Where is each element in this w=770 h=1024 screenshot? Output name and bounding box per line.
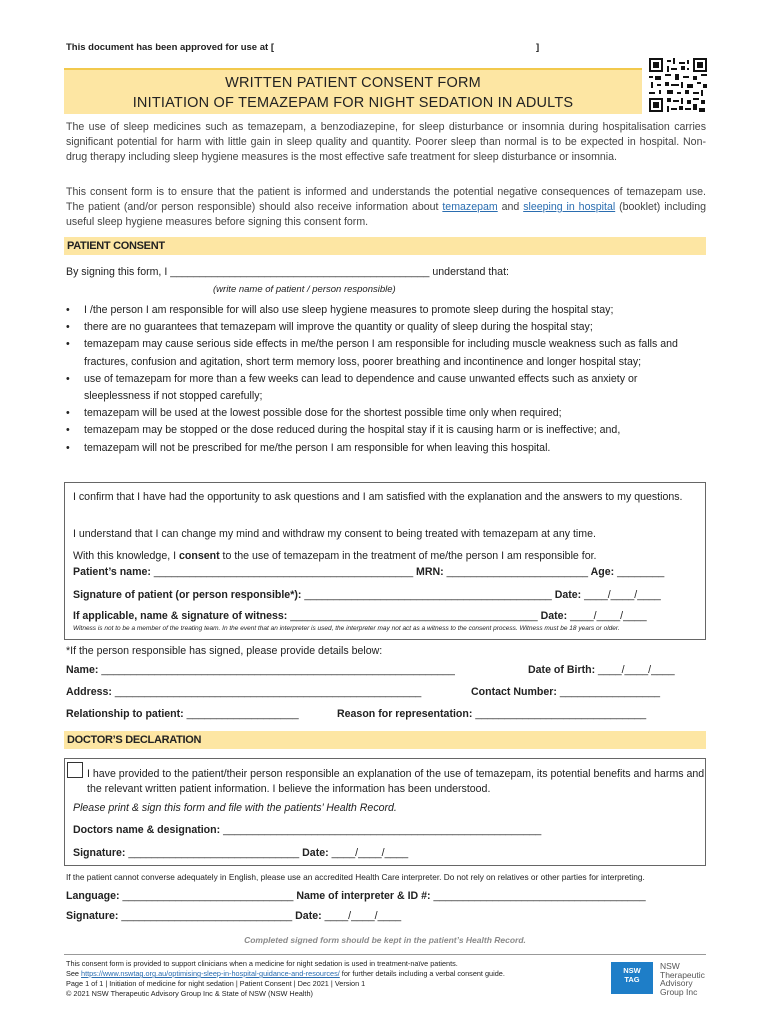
interpreter-signature-line <box>66 910 401 922</box>
consent-bold-word: consent <box>178 550 220 562</box>
relationship-label: Relationship to patient: <box>66 708 187 720</box>
sleeping-in-hospital-link[interactable]: sleeping in hospital <box>523 201 616 213</box>
signature-label: Signature: <box>73 847 129 859</box>
nswtag-link[interactable]: https://www.nswtag.org.au/optimising-sleep-in-hospital-guidance-and-resources/ <box>81 969 340 978</box>
list-item: • there are no guarantees that temazepam will improve the quantity or quality of sleep during the hospital stay; <box>66 319 706 336</box>
logo-text-nsw: NSW <box>623 966 641 975</box>
address-line <box>66 686 421 698</box>
patient-details-line <box>73 566 664 578</box>
interpreter-name-label: Name of interpreter & ID #: <box>293 890 434 902</box>
patient-date-field[interactable]: ____/____/____ <box>584 589 661 601</box>
address-label: Address: <box>66 686 115 698</box>
list-item: • I /the person I am responsible for will also use sleep hygiene measures to promote sleep during the hospital stay; <box>66 302 706 319</box>
by-signing-line: By signing this form, I ____________________________________________ understand that: <box>66 266 509 278</box>
organisation-name <box>660 962 705 996</box>
relationship-field[interactable]: ___________________ <box>186 708 299 720</box>
mrn-label: MRN: <box>413 566 447 578</box>
nsw-tag-logo <box>611 962 653 994</box>
date-label: Date: <box>299 847 332 859</box>
language-label: Language: <box>66 890 123 902</box>
intro-paragraph-1: The use of sleep medicines such as temazepam, a benzodiazepine, for sleep disturbance or insomnia during hospitalisation carries significant potential for harm with little gain in sleep quality and quantity. Poorer sleep than normal is to be expected in hospital. Non-drug therapy including sleep hygiene measures is the most effective safe treatment for sleep disturbance or insomnia. <box>66 121 706 163</box>
list-item: • temazepam will not be prescribed for me/the person I am responsible for when leaving this hospital. <box>66 440 706 457</box>
doctor-signature-line <box>73 847 408 859</box>
patient-signature-line <box>73 589 661 601</box>
intro-p2-text: This consent form is to ensure that the patient is informed and understands the potential negative consequences of temazepam use. The patient (and/or person responsible) should also receive information about <box>66 186 706 213</box>
intro-paragraph-2 <box>66 185 706 230</box>
doctor-declaration-box <box>64 758 706 866</box>
footer-line-2 <box>66 969 606 979</box>
declaration-checkbox[interactable] <box>67 762 83 778</box>
dob-label: Date of Birth: <box>528 664 599 676</box>
withdraw-consent-text: I understand that I can change my mind and withdraw my consent to being treated with temazepam at any time. <box>73 528 596 540</box>
mrn-field[interactable]: ________________________ <box>446 566 589 578</box>
completed-form-note: Completed signed form should be kept in the patient’s Health Record. <box>244 935 526 945</box>
footer-text <box>66 959 606 999</box>
consent-statement <box>73 550 596 562</box>
form-title-box <box>64 68 642 114</box>
logo-text-tag: TAG <box>624 975 640 984</box>
dob-line <box>528 664 675 676</box>
org-line-1: NSW <box>660 961 680 971</box>
patient-name-field[interactable]: ____________________________________________ <box>153 566 414 578</box>
responsible-name-field[interactable]: ____________________________________________________________ <box>101 664 455 676</box>
intro-p2-end: (booklet) including useful sleep hygiene measures before signing this consent form. <box>66 201 707 228</box>
consent-bullet-list <box>66 302 706 457</box>
footer-line-1: This consent form is provided to support clinicians when a medicine for night sedation is used in treatment-naïve patients. <box>66 959 458 968</box>
interpreter-signature-field[interactable]: _____________________________ <box>121 910 293 922</box>
doctor-name-line <box>73 824 541 836</box>
patient-name-label: Patient’s name: <box>73 566 154 578</box>
approval-suffix: ] <box>536 42 540 53</box>
contact-line <box>471 686 660 698</box>
list-item: • temazepam may cause serious side effects in me/the person I am responsible for including muscle weakness such as falls and fractures, confusion and agitation, short term memory loss, poorer breathing and incontinence and longer hospital stay; <box>66 336 706 370</box>
form-title: WRITTEN PATIENT CONSENT FORM <box>225 75 481 91</box>
contact-field[interactable]: _________________ <box>559 686 661 698</box>
date-label: Date: <box>551 589 585 601</box>
approval-prefix: This document has been approved for use at [ <box>66 42 274 53</box>
declaration-statement: I have provided to the patient/their person responsible an explanation of the use of temazepam, its potential benefits and harms and the relevant written patient information. I believe the information has been understood. <box>87 768 705 795</box>
interpreter-note: If the patient cannot converse adequately in English, please use an accredited Health Care interpreter. Do not rely on relatives or other parties for interpreting. <box>66 872 645 882</box>
footer-line-4: © 2021 NSW Therapeutic Advisory Group Inc & State of NSW (NSW Health) <box>66 989 313 998</box>
doctor-date-field[interactable]: ____/____/____ <box>331 847 409 859</box>
patient-consent-heading: PATIENT CONSENT <box>64 237 706 255</box>
address-field[interactable]: ____________________________________________________ <box>114 686 422 698</box>
print-sign-instruction: Please print & sign this form and file with the patients’ Health Record. <box>73 802 397 814</box>
doctor-name-field[interactable]: ______________________________________________________ <box>223 824 542 836</box>
date-label: Date: <box>292 910 325 922</box>
relationship-line <box>66 708 299 720</box>
interpreter-line <box>66 890 646 902</box>
interpreter-name-field[interactable]: ____________________________________ <box>433 890 646 902</box>
list-item: • temazepam may be stopped or the dose reduced during the hospital stay if it is causing harm or is ineffective; and, <box>66 422 706 439</box>
doctor-declaration-heading: DOCTOR’S DECLARATION <box>64 731 706 749</box>
age-field[interactable]: ________ <box>617 566 665 578</box>
footer-line-2-end: for further details including a verbal consent guide. <box>339 969 505 978</box>
reason-line <box>337 708 646 720</box>
person-responsible-intro: *If the person responsible has signed, please provide details below: <box>66 645 383 657</box>
org-line-2: Therapeutic <box>660 969 705 980</box>
form-subtitle: INITIATION OF TEMAZEPAM FOR NIGHT SEDATION IN ADULTS <box>132 95 574 111</box>
footer-divider <box>64 954 706 955</box>
witness-field[interactable]: __________________________________________ <box>290 610 538 622</box>
write-name-caption: (write name of patient / person responsible) <box>213 284 396 295</box>
temazepam-link[interactable]: temazepam <box>442 201 498 213</box>
witness-label: If applicable, name & signature of witness: <box>73 610 291 622</box>
list-item: • temazepam will be used at the lowest possible dose for the shortest possible time only when required; <box>66 405 706 422</box>
intro-p2-and: and <box>497 201 524 213</box>
list-item: • use of temazepam for more than a few weeks can lead to dependence and cause unwanted effects such as anxiety or sleeplessness if not stopped carefully; <box>66 371 706 405</box>
language-field[interactable]: _____________________________ <box>122 890 294 902</box>
consent-confirmation-box <box>64 482 706 640</box>
footer-line-3: Page 1 of 1 | Initiation of medicine for night sedation | Patient Consent | Dec 2021 | Version 1 <box>66 979 366 988</box>
approval-notice <box>66 42 540 53</box>
witness-line <box>73 610 647 622</box>
interpreter-date-field[interactable]: ____/____/____ <box>324 910 402 922</box>
confirm-questions-text: I confirm that I have had the opportunity to ask questions and I am satisfied with the explanation and the answers to my questions. <box>73 491 683 503</box>
dob-field[interactable]: ____/____/____ <box>598 664 675 676</box>
name-label: Name: <box>66 664 102 676</box>
date-label: Date: <box>537 610 571 622</box>
age-label: Age: <box>588 566 618 578</box>
qr-code-icon <box>649 58 707 112</box>
reason-label: Reason for representation: <box>337 708 476 720</box>
reason-field[interactable]: _____________________________ <box>475 708 647 720</box>
org-line-4: Group Inc <box>660 986 698 997</box>
doctor-signature-field[interactable]: _____________________________ <box>128 847 300 859</box>
signature-label: Signature: <box>66 910 122 922</box>
responsible-name-line <box>66 664 455 676</box>
footer-see: See <box>66 969 82 978</box>
patient-signature-field[interactable]: __________________________________________ <box>304 589 552 601</box>
witness-note: Witness is not to be a member of the treating team. In the event that an interpreter is used, the interpreter may not act as a witness to the consent process. Witness must be 18 years or older. <box>73 625 620 632</box>
patient-signature-label: Signature of patient (or person responsible*): <box>73 589 305 601</box>
consent-text-c: to the use of temazepam in the treatment of me/the person I am responsible for. <box>219 550 597 562</box>
org-line-3: Advisory <box>660 978 693 988</box>
witness-date-field[interactable]: ____/____/____ <box>570 610 647 622</box>
contact-label: Contact Number: <box>471 686 560 698</box>
doctor-name-label: Doctors name & designation: <box>73 824 224 836</box>
consent-text-a: With this knowledge, I <box>73 550 179 562</box>
